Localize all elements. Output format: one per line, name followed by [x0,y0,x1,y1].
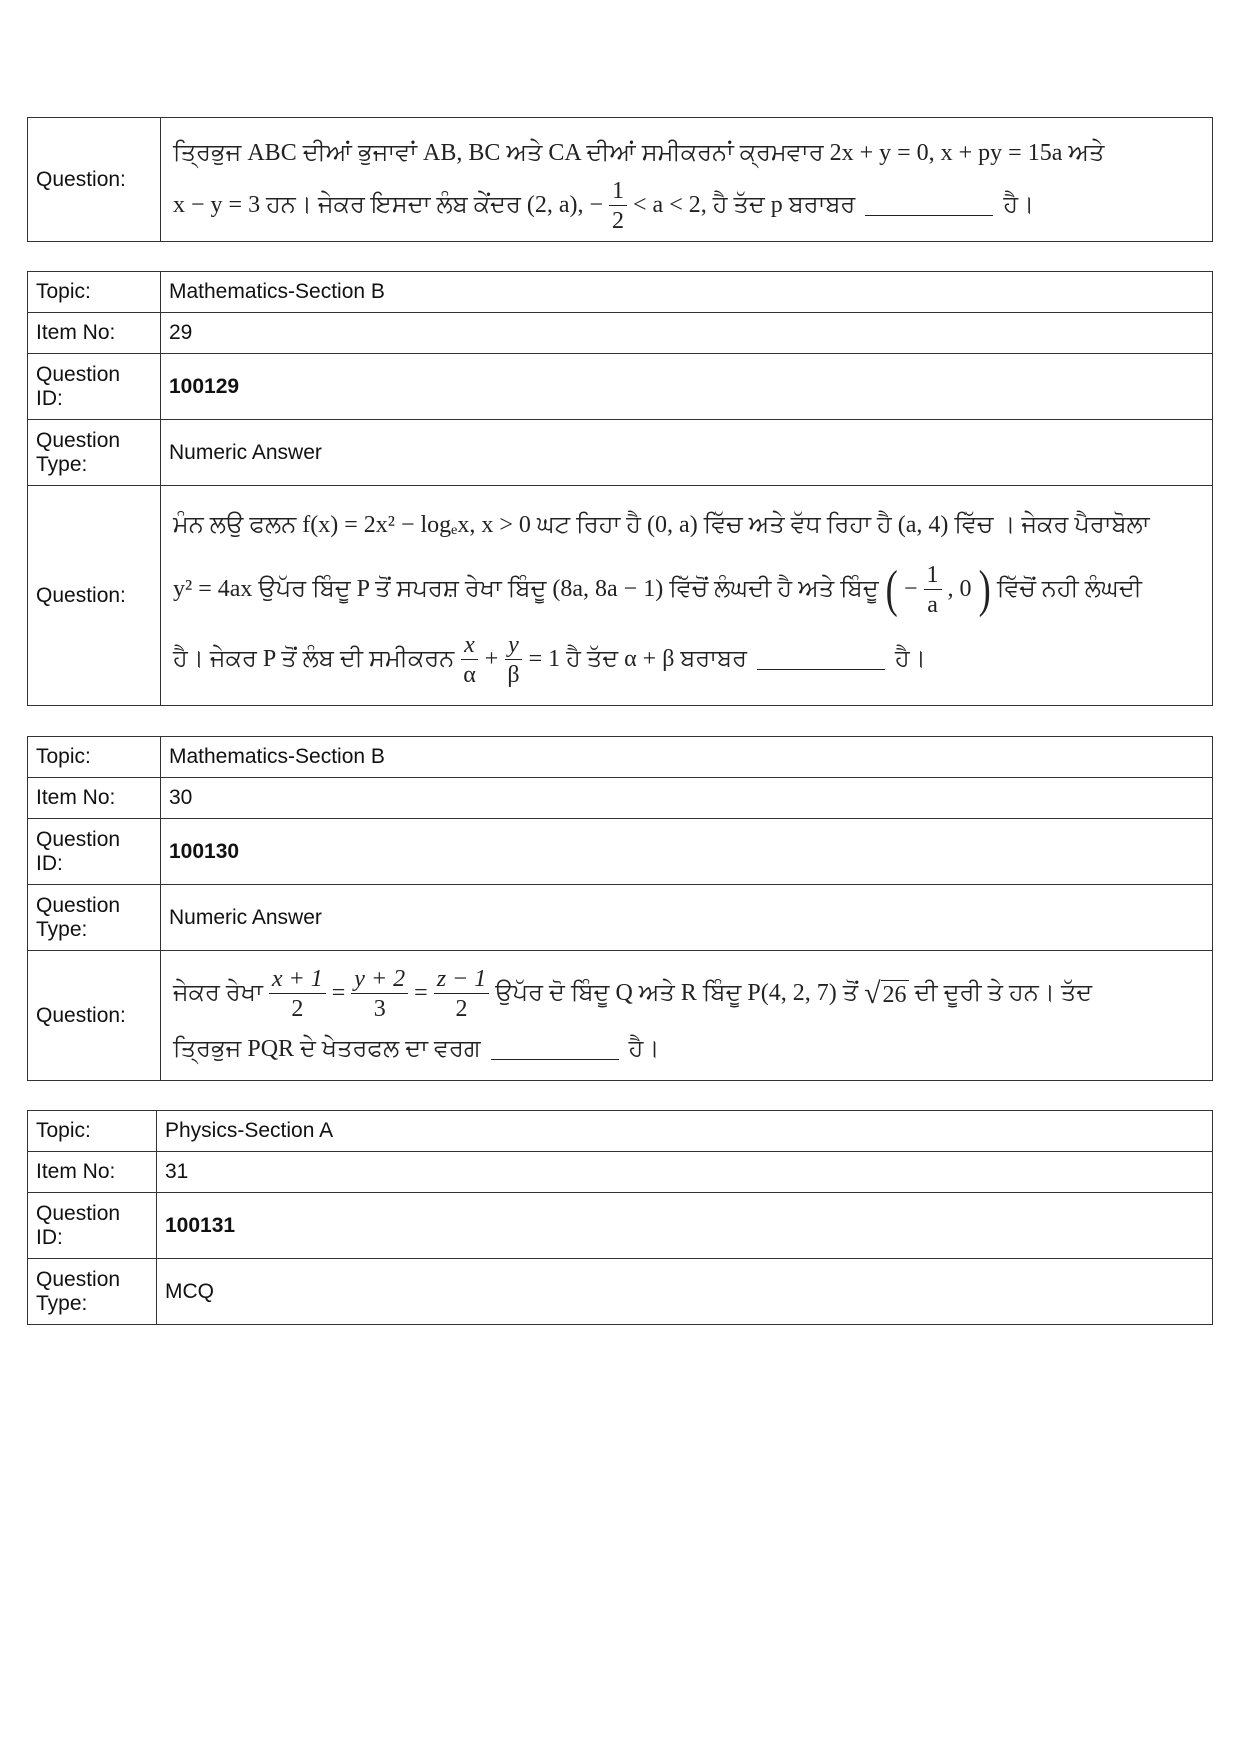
fraction-denominator: a [927,591,938,618]
square-root [864,976,908,1010]
question-text [161,118,1213,242]
question-id-label: Question ID: [28,819,161,885]
question-id-label: Question ID: [28,354,161,420]
answer-blank [757,649,885,670]
question-line-text: ਉਪੱਰ ਦੋ ਬਿੰਦੂ Q ਅਤੇ R ਬਿੰਦੂ P(4, 2, 7) ਤੋਂ [495,980,859,1006]
question-type-value: Numeric Answer [161,885,1213,951]
answer-blank [865,195,993,216]
question-id-value: 100130 [161,819,1213,885]
question-id-value: 100129 [161,354,1213,420]
question-type-row [28,1259,1213,1325]
question-line [173,497,1200,555]
topic-row [28,1111,1213,1152]
question-line-text: = 1 ਹੈ ਤੱਦ α + β ਬਰਾਬਰ [528,646,747,672]
question-line-text: ਹੈ। [1003,192,1035,218]
item-value: 29 [161,313,1213,354]
question-line-text: ਹੈ। ਜੇਕਰ P ਤੋਂ ਲੰਬ ਦੀ ਸਮੀਕਰਨ [173,646,455,672]
question-text [161,951,1213,1081]
question-line-text: < a < 2, ਹੈ ਤੱਦ p ਬਰਾਬਰ [633,192,856,218]
question-table-30 [27,736,1213,1081]
question-line-text: ਵਿੱਚੋਂ ਨਹੀ ਲੰਘਦੀ [996,576,1142,602]
question-line [173,1028,1200,1072]
question-line [173,128,1200,180]
question-line-text: ਮੰਨ ਲਉ ਫਲਨ f(x) = 2x² − logₑx, x > 0 ਘਟ ਰਿਹਾ ਹੈ (0, a) ਵਿੱਚ ਅਤੇ ਵੱਧ ਰਿਹਾ ਹੈ (a, 4) ਵਿੱਚ । ਜੇਕਰ ਪੈਰਾਬੋਲਾ [173,512,1150,538]
question-id-value: 100131 [157,1193,1213,1259]
item-row [28,1152,1213,1193]
item-row [28,778,1213,819]
question-id-label: Question ID: [28,1193,157,1259]
close-paren: ) [978,560,991,618]
item-value: 30 [161,778,1213,819]
question-id-row [28,1193,1213,1259]
question-row [28,486,1213,706]
topic-value: Mathematics-Section B [161,737,1213,778]
radical-icon: √ [864,976,881,1010]
fraction [504,633,522,687]
question-line [173,625,1200,695]
item-label: Item No: [28,1152,157,1193]
topic-row [28,737,1213,778]
fraction-numerator: 1 [609,179,627,206]
plus-sign: + [484,646,499,672]
fraction-numerator: 1 [924,563,942,590]
fraction-denominator: β [507,661,520,688]
question-type-label: Question Type: [28,885,161,951]
question-table-31 [27,1110,1213,1325]
question-id-row [28,354,1213,420]
question-line-text: y² = 4ax ਉਪੱਰ ਬਿੰਦੂ P ਤੋਂ ਸਪਰਸ਼ ਰੇਖਾ ਬਿੰਦੂ (8a, 8a − 1) ਵਿੱਚੋਂ ਲੰਘਦੀ ਹੈ ਅਤੇ ਬਿੰਦੂ [173,576,879,602]
fraction [269,967,326,1021]
fraction [351,967,408,1021]
question-line-text: ਜੇਕਰ ਰੇਖਾ [173,980,263,1006]
topic-value: Physics-Section A [157,1111,1213,1152]
topic-row [28,272,1213,313]
topic-label: Topic: [28,1111,157,1152]
question-line-text: ਤ੍ਰਿਭੁਜ PQR ਦੇ ਖੇਤਰਫਲ ਦਾ ਵਰਗ [173,1036,481,1062]
question-line [173,177,1200,234]
question-type-label: Question Type: [28,420,161,486]
point-rest: , 0 [947,576,972,602]
question-label: Question: [28,486,161,706]
question-line-text: ਹੈ। [628,1036,660,1062]
item-row [28,313,1213,354]
fraction-denominator: 2 [455,995,468,1022]
topic-value: Mathematics-Section B [161,272,1213,313]
question-type-value: MCQ [157,1259,1213,1325]
fraction-numerator: z − 1 [434,967,490,994]
question-row [28,118,1213,242]
question-line-text: ਤ੍ਰਿਭੁਜ ABC ਦੀਆਂ ਭੁਜਾਵਾਂ AB, BC ਅਤੇ CA ਦੀਆਂ ਸਮੀਕਰਨਾਂ ਕ੍ਰਮਵਾਰ 2x + y = 0, x + py = 15a ਅਤੇ [173,140,1105,166]
question-table-prev [27,117,1213,242]
fraction-denominator: α [463,661,476,688]
topic-label: Topic: [28,272,161,313]
question-label: Question: [28,118,161,242]
item-label: Item No: [28,313,161,354]
topic-label: Topic: [28,737,161,778]
question-line [173,555,1200,625]
fraction [434,967,490,1021]
fraction-denominator: 3 [373,995,386,1022]
question-type-label: Question Type: [28,1259,157,1325]
question-label: Question: [28,951,161,1081]
question-id-row [28,819,1213,885]
fraction [460,633,479,687]
open-paren: ( [885,560,898,618]
fraction-denominator: 2 [291,995,304,1022]
question-text [161,486,1213,706]
question-table-29 [27,271,1213,706]
fraction-numerator: y [505,633,522,660]
fraction [924,563,942,617]
question-line [173,960,1200,1028]
question-type-row [28,420,1213,486]
question-type-row [28,885,1213,951]
question-line-text: ਦੀ ਦੂਰੀ ਤੇ ਹਨ। ਤੱਦ [914,980,1093,1006]
fraction-numerator: x [461,633,478,660]
equals-sign: = [414,980,428,1006]
question-row [28,951,1213,1081]
equals-sign: = [331,980,346,1006]
fraction-numerator: x + 1 [269,967,326,994]
radicand: 26 [882,981,907,1008]
fraction-denominator: 2 [612,207,625,234]
item-label: Item No: [28,778,161,819]
fraction [609,179,627,233]
item-value: 31 [157,1152,1213,1193]
fraction-numerator: y + 2 [351,967,408,994]
point-minus: − [903,576,918,602]
question-type-value: Numeric Answer [161,420,1213,486]
question-line-text: x − y = 3 ਹਨ। ਜੇਕਰ ਇਸਦਾ ਲੰਬ ਕੇਂਦਰ (2, a), − [173,192,604,218]
question-line-text: ਹੈ। [894,646,926,672]
answer-blank [491,1039,619,1060]
